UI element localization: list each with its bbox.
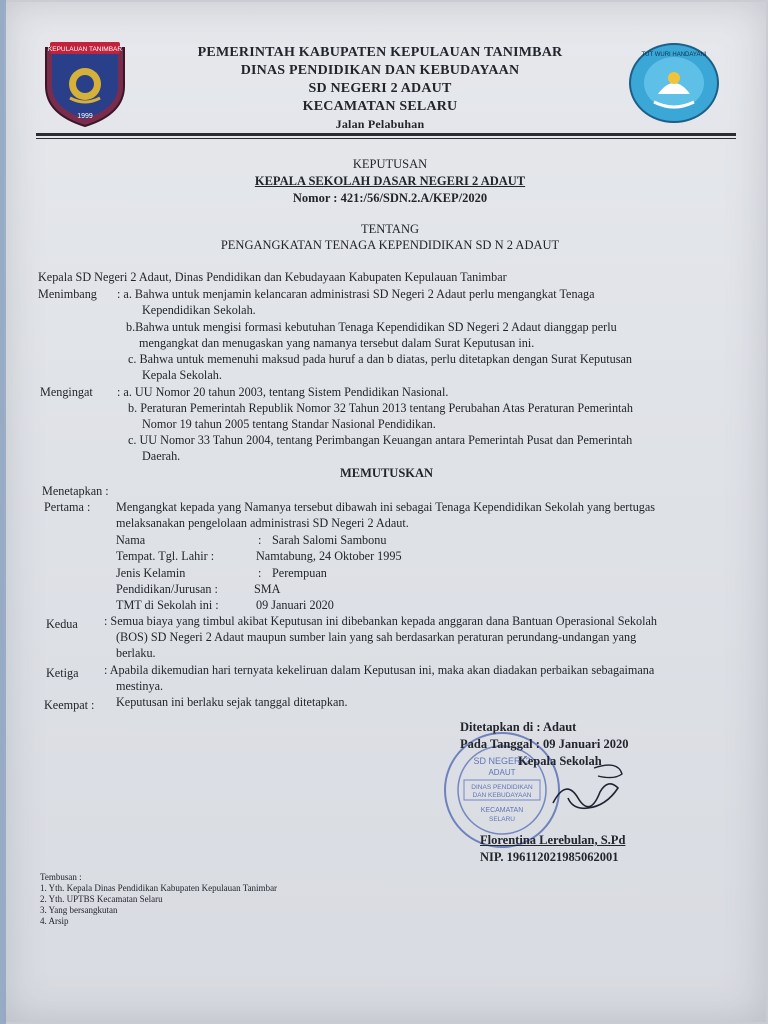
stamp-dept-text: DINAS PENDIDIKAN (471, 784, 533, 791)
ketiga-line1: : Apabila dikemudian hari ternyata kekeliruan dalam Keputusan ini, maka akan diadakan perbaikan sebagaimana (104, 663, 655, 677)
menimbang-b-line1: b.Bahwa untuk mengisi formasi kebutuhan Tenaga Kependidikan SD Negeri 2 Adaut dianggap perlu (126, 320, 617, 334)
tembusan-item: 4. Arsip (40, 916, 69, 926)
decision-title: KEPUTUSAN (352, 157, 428, 171)
mengingat-label: Mengingat (40, 385, 93, 399)
menimbang-label: Menimbang (38, 287, 97, 301)
scan-edge (0, 0, 6, 1024)
kedua-line2: (BOS) SD Negeri 2 Adaut maupun sumber lain yang sah berdasarkan peraturan perundang-undangan yang (116, 630, 637, 644)
ketiga-line2: mestinya. (116, 679, 164, 693)
person-education-label: Pendidikan/Jurusan : (116, 582, 218, 596)
stamp-district2-text: SELARU (488, 816, 516, 823)
decision-topic: PENGANGKATAN TENAGA KEPENDIDIKAN SD N 2 ADAUT (220, 238, 560, 252)
tembusan-item: 3. Yang bersangkutan (40, 905, 118, 915)
ketiga-label: Ketiga (46, 666, 79, 680)
crest-year-text: 1999 (77, 113, 93, 120)
menimbang-a-line1: : a. Bahwa untuk menjamin kelancaran administrasi SD Negeri 2 Adaut perlu mengangkat Tenaga (117, 287, 595, 301)
pertama-label: Pertama : (44, 500, 91, 514)
header-department: DINAS PENDIDIKAN DAN KEBUDAYAAN (240, 63, 520, 78)
tut-wuri-handayani-icon (628, 42, 720, 124)
person-name-label: Nama (116, 533, 146, 547)
kedua-label: Kedua (46, 617, 78, 631)
keempat-label: Keempat : (44, 698, 95, 712)
signature-nip: NIP. 196112021985062001 (480, 850, 619, 864)
crest-banner-text: KEPULAUAN TANIMBAR (47, 46, 123, 53)
signature-place: Ditetapkan di : Adaut (460, 720, 577, 734)
person-gender-label: Jenis Kelamin (116, 566, 186, 580)
person-gender-colon: : (258, 566, 262, 580)
menimbang-a-line2: Kependidikan Sekolah. (142, 303, 256, 317)
stamp-school-text: ADAUT (488, 768, 516, 777)
header-district: KECAMATAN SELARU (302, 99, 458, 114)
tembusan-item: 1. Yth. Kepala Dinas Pendidikan Kabupaten Kepulauan Tanimbar (40, 883, 278, 893)
tembusan-title: Tembusan : (40, 872, 82, 882)
mengingat-c-line1: c. UU Nomor 33 Tahun 2004, tentang Perimbangan Keuangan antara Pemerintah Pusat dan Pemerintah (128, 433, 633, 447)
person-name-value: Sarah Salomi Sambonu (272, 533, 387, 547)
keempat-line1: Keputusan ini berlaku sejak tanggal ditetapkan. (116, 695, 348, 709)
mengingat-a-line1: : a. UU Nomor 20 tahun 2003, tentang Sistem Pendidikan Nasional. (117, 385, 449, 399)
person-education-value: SMA (254, 582, 281, 596)
memutuskan-heading: MEMUTUSKAN (340, 466, 434, 480)
pertama-line1: Mengangkat kepada yang Namanya tersebut dibawah ini sebagai Tenaga Kependidikan Sekolah yang bertugas (116, 500, 656, 514)
header-rule-thin (36, 138, 736, 139)
header-address: Jalan Pelabuhan (335, 117, 425, 131)
kedua-line1: : Semua biaya yang timbul akibat Keputusan ini dibebankan kepada anggaran dana Bantuan Operasional Sekolah (104, 614, 658, 628)
intro-text: Kepala SD Negeri 2 Adaut, Dinas Pendidikan dan Kebudayaan Kabupaten Kepulauan Tanimbar (38, 270, 507, 284)
regency-crest-icon (40, 40, 130, 128)
menimbang-b-line2: mengangkat dan menugaskan yang namanya tersebut dalam Surat Keputusan ini. (139, 336, 535, 350)
mengingat-b-line1: b. Peraturan Pemerintah Republik Nomor 32 Tahun 2013 tentang Perubahan Atas Peraturan Pemerintah (128, 401, 633, 415)
decision-number: Nomor : 421:/56/SDN.2.A/KEP/2020 (292, 191, 488, 205)
signature-date: Pada Tanggal : 09 Januari 2020 (460, 737, 629, 751)
person-name-colon: : (258, 533, 262, 547)
mengingat-c-line2: Daerah. (142, 449, 181, 463)
header-school: SD NEGERI 2 ADAUT (308, 81, 452, 96)
person-birth-label: Tempat. Tgl. Lahir : (116, 549, 215, 563)
menimbang-c-line1: c. Bahwa untuk memenuhi maksud pada huruf a dan b diatas, perlu ditetapkan dengan Surat Keputusan (128, 352, 632, 366)
decision-about: TENTANG (360, 222, 419, 236)
decision-subtitle: KEPALA SEKOLAH DASAR NEGERI 2 ADAUT (254, 174, 526, 188)
menetapkan-label: Menetapkan : (42, 484, 109, 498)
mengingat-b-line2: Nomor 19 tahun 2005 tentang Standar Nasional Pendidikan. (142, 417, 436, 431)
tembusan-item: 2. Yth. UPTBS Kecamatan Selaru (40, 894, 163, 904)
stamp-district-text: KECAMATAN (480, 807, 524, 814)
person-tmt-label: TMT di Sekolah ini : (116, 598, 219, 612)
stamp-dept2-text: DAN KEBUDAYAAN (472, 792, 532, 799)
header-rule-thick (36, 133, 736, 136)
signature-role: Kepala Sekolah (518, 754, 602, 768)
stamp-top-text: SD NEGERI 2 (473, 756, 531, 766)
logo-motto-text: TUT WURI HANDAYANI (641, 52, 707, 58)
menimbang-c-line2: Kepala Sekolah. (142, 368, 222, 382)
person-gender-value: Perempuan (272, 566, 327, 580)
pertama-line2: melaksanakan pengelolaan administrasi SD Negeri 2 Adaut. (116, 516, 409, 530)
person-birth-value: Namtabung, 24 Oktober 1995 (256, 549, 402, 563)
header-government: PEMERINTAH KABUPATEN KEPULAUAN TANIMBAR (197, 45, 563, 60)
person-tmt-value: 09 Januari 2020 (256, 598, 334, 612)
kedua-line3: berlaku. (116, 646, 156, 660)
signature-name: Florentina Lerebulan, S.Pd (480, 833, 626, 847)
